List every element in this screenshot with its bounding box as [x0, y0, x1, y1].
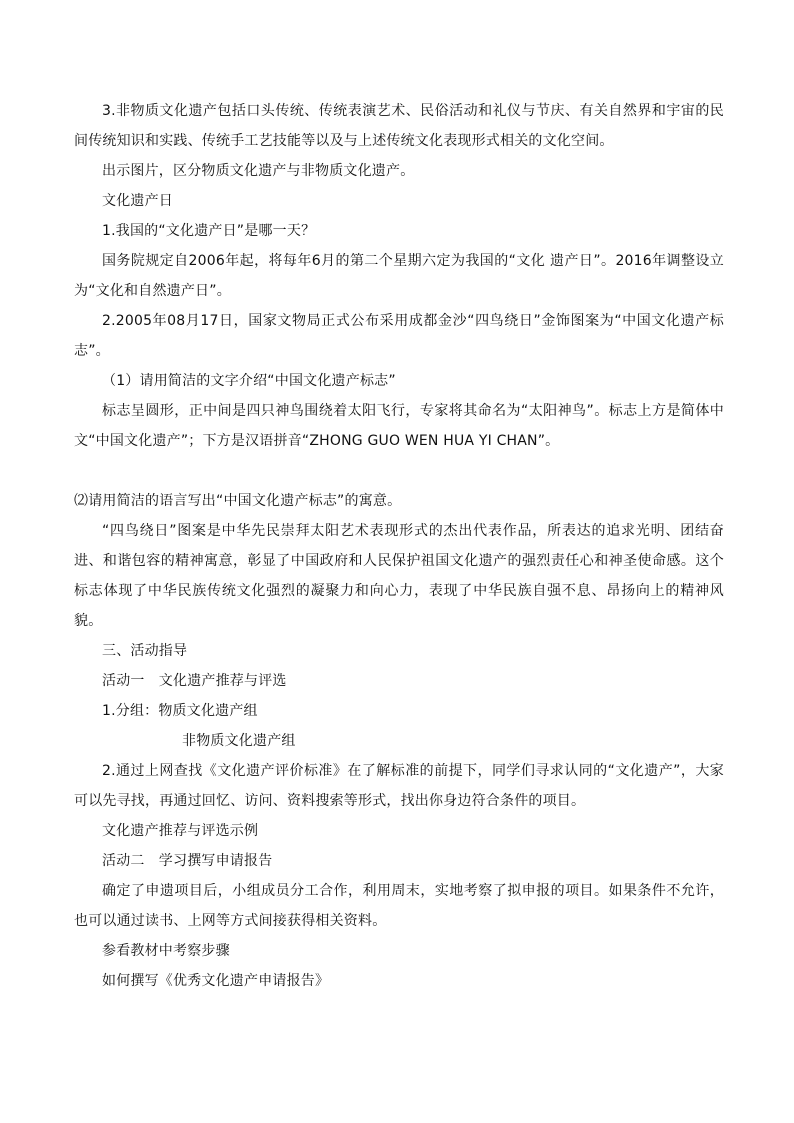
answer-logo-meaning: “四鸟绕日”图案是中华先民崇拜太阳艺术表现形式的杰出代表作品，所表达的追求光明、团结奋进、和谐包容的精神寓意，彰显了中国政府和人民保护祖国文化遗产的强烈责任心和神圣使命感。这个标志体现了中华民族传统文化强烈的凝聚力和向心力，表现了中华民族自强不息、昂扬向上的精神风貌。: [74, 523, 724, 629]
answer-heritage-day: 国务院规定自2006年起，将每年6月的第二个星期六定为我国的“文化 遗产日”。2016年调整设立为“文化和自然遗产日”。: [74, 253, 725, 299]
paragraph-search-standards: 2.通过上网查找《文化遗产评价标准》在了解标准的前提下，同学们寻求认同的“文化遗产”，大家可以先寻找，再通过回忆、访问、资料搜索等形式，找出你身边符合条件的项目。: [74, 763, 724, 809]
paragraph-grouping-intangible: 非物质文化遗产组: [182, 733, 296, 749]
paragraph-intangible-heritage-definition: 3.非物质文化遗产包括口头传统、传统表演艺术、民俗活动和礼仪与节庆、有关自然界和宇宙的民间传统知识和实践、传统手工艺技能等以及与上述传统文化表现形式相关的文化空间。: [74, 103, 724, 149]
heading-activity-guidance: 三、活动指导: [102, 643, 188, 659]
heading-activity-two: 活动二 学习撰写申请报告: [102, 853, 273, 869]
blank-line: [74, 456, 724, 486]
question-logo-meaning: ⑵请用简洁的语言写出“中国文化遗产标志”的寓意。: [74, 493, 402, 509]
question-describe-logo: （1）请用简洁的文字介绍“中国文化遗产标志”: [102, 373, 396, 389]
paragraph-show-pictures: 出示图片，区分物质文化遗产与非物质文化遗产。: [102, 163, 415, 179]
heading-heritage-day: 文化遗产日: [102, 193, 173, 209]
paragraph-how-to-write-report: 如何撰写《优秀文化遗产申请报告》: [102, 973, 330, 989]
paragraph-heritage-logo-announcement: 2.2005年08月17日，国家文物局正式公布采用成都金沙“四鸟绕日”金饰图案为“中国文化遗产标志”。: [74, 313, 724, 359]
paragraph-textbook-steps: 参看教材中考察步骤: [102, 943, 230, 959]
question-heritage-day: 1.我国的“文化遗产日”是哪一天？: [102, 223, 316, 239]
answer-describe-logo: 标志呈圆形，正中间是四只神鸟围绕着太阳飞行，专家将其命名为“太阳神鸟”。标志上方是简体中文“中国文化遗产”；下方是汉语拼音“ZHONG GUO WEN HUA YI CHAN”。: [74, 403, 724, 449]
paragraph-field-investigation: 确定了申遗项目后，小组成员分工合作，利用周末，实地考察了拟申报的项目。如果条件不允许，也可以通过读书、上网等方式间接获得相关资料。: [74, 883, 724, 929]
document-body: [74, 96, 724, 996]
paragraph-recommendation-example: 文化遗产推荐与评选示例: [102, 823, 259, 839]
paragraph-grouping: 1.分组：物质文化遗产组: [102, 703, 258, 719]
heading-activity-one: 活动一 文化遗产推荐与评选: [102, 673, 287, 689]
